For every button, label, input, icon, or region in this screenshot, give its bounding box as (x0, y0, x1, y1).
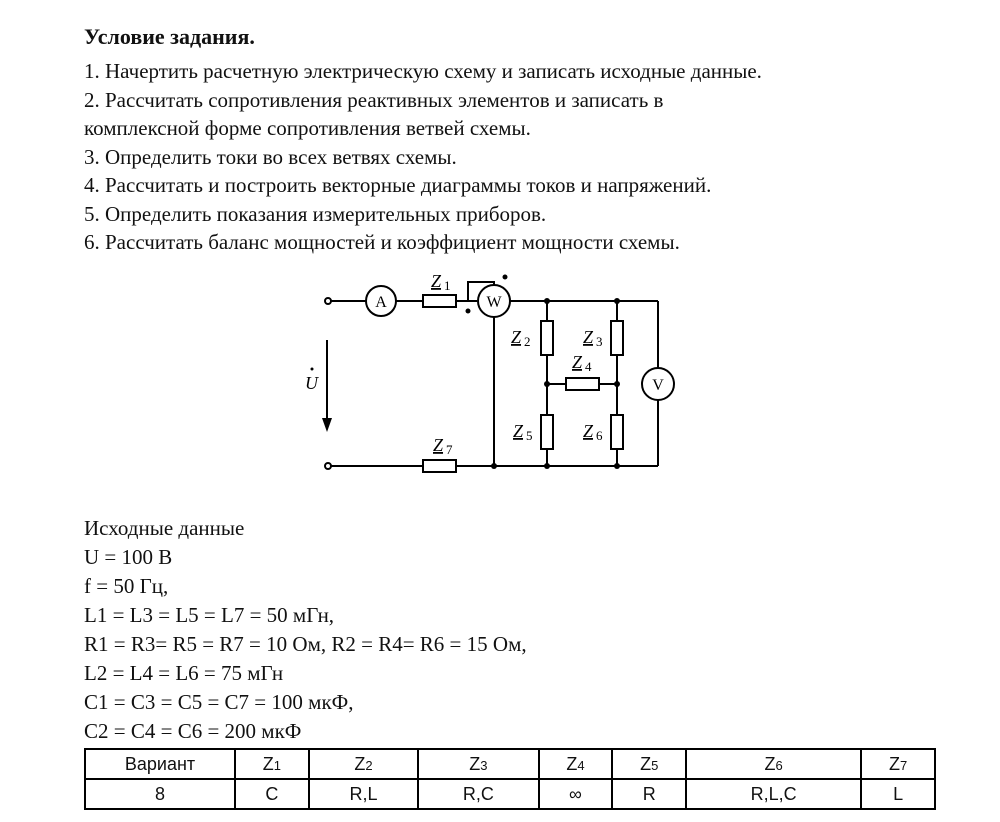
task-item: 3. Определить токи во всех ветвях схемы. (84, 144, 457, 169)
source-data-line: L1 = L3 = L5 = L7 = 50 мГн, (84, 603, 335, 627)
z5-resistor (541, 415, 553, 449)
table-header-cell: Вариант (85, 749, 235, 779)
table-header-cell (539, 749, 613, 779)
junction-dot (614, 298, 620, 304)
source-data-line: C1 = C3 = C5 = C7 = 100 мкФ, (84, 690, 354, 714)
input-terminal-bottom (325, 463, 331, 469)
header-letter: Z (640, 753, 652, 774)
table-header-row (85, 749, 935, 779)
table-header-cell (309, 749, 418, 779)
source-data (84, 514, 527, 746)
junction-dot (614, 381, 620, 387)
header-letter: Z (566, 753, 578, 774)
table-cell: 8 (85, 779, 235, 809)
z2-index: 2 (524, 334, 531, 349)
table-header-cell (612, 749, 686, 779)
z5-index: 5 (526, 428, 533, 443)
z3-label: Z (583, 327, 594, 347)
header-letter: Z (888, 753, 900, 774)
table-cell: R,L,C (686, 779, 861, 809)
task-item: 6. Рассчитать баланс мощностей и коэффициент мощности схемы. (84, 230, 680, 254)
header-index: 5 (651, 757, 659, 773)
table-header-cell (861, 749, 935, 779)
z7-label: Z (433, 435, 444, 455)
z6-label: Z (583, 421, 594, 441)
ammeter-label: A (375, 294, 387, 311)
source-data-title: Исходные данные (84, 516, 245, 540)
junction-dot (544, 298, 550, 304)
source-data-line: U = 100 В (84, 545, 173, 569)
table-cell: R,C (418, 779, 538, 809)
header-index: 2 (365, 757, 373, 773)
wattmeter-label: W (486, 294, 502, 311)
table-cell: R,L (309, 779, 418, 809)
task-item: 5. Определить показания измерительных приборов. (84, 201, 547, 226)
z3-index: 3 (596, 334, 603, 349)
header-letter: Z (354, 753, 366, 774)
phasor-dot (311, 368, 314, 371)
z4-index: 4 (585, 359, 592, 374)
junction-dot (614, 463, 620, 469)
task-heading: Условие задания. (84, 24, 255, 49)
table-header-cell (235, 749, 309, 779)
task-item: 2. Рассчитать сопротивления реактивных элементов и записать в (84, 87, 664, 112)
table-row (85, 779, 935, 809)
table-header-cell (418, 749, 538, 779)
source-data-line: L2 = L4 = L6 = 75 мГн (84, 661, 284, 685)
table-cell: ∞ (539, 779, 613, 809)
z6-resistor (611, 415, 623, 449)
z2-resistor (541, 321, 553, 355)
table-header-cell (686, 749, 861, 779)
z6-index: 6 (596, 428, 603, 443)
z3-resistor (611, 321, 623, 355)
header-letter: Z (469, 753, 481, 774)
table-cell: C (235, 779, 309, 809)
source-voltage-label: U (305, 373, 318, 393)
z5-label: Z (513, 421, 524, 441)
voltmeter-label: V (652, 377, 664, 394)
arrow-head-icon (322, 418, 332, 432)
junction-dot (544, 381, 550, 387)
z4-label: Z (572, 352, 583, 372)
z2-label: Z (511, 327, 522, 347)
z7-index: 7 (446, 442, 453, 457)
task-item: 4. Рассчитать и построить векторные диаграммы токов и напряжений. (84, 173, 712, 197)
header-index: 3 (480, 757, 488, 773)
z4-resistor (566, 378, 599, 390)
z1-resistor (423, 295, 456, 307)
source-data-line: R1 = R3= R5 = R7 = 10 Ом, R2 = R4= R6 = 15 Ом, (84, 632, 527, 656)
source-data-line: f = 50 Гц, (84, 574, 169, 598)
header-letter: Z (764, 753, 776, 774)
wattmeter-polarity-dot (503, 275, 508, 280)
input-terminal-top (325, 298, 331, 304)
header-index: 6 (775, 757, 783, 773)
header-index: 7 (899, 757, 908, 773)
task-item: 1. Начертить расчетную электрическую схему и записать исходные данные. (84, 59, 762, 83)
header-index: 4 (577, 757, 585, 773)
header-letter: Z (262, 753, 274, 774)
header-index: 1 (273, 757, 281, 773)
variant-table (84, 748, 936, 810)
z1-label: Z (431, 271, 442, 291)
table-cell: L (861, 779, 935, 809)
junction-dot (544, 463, 550, 469)
z7-resistor (423, 460, 456, 472)
task-item: комплексной форме сопротивления ветвей схемы. (84, 116, 531, 140)
z1-index: 1 (444, 278, 451, 293)
wattmeter-polarity-dot (466, 309, 471, 314)
source-data-line: C2 = C4 = C6 = 200 мкФ (84, 719, 302, 743)
junction-dot (491, 463, 497, 469)
table-cell: R (612, 779, 686, 809)
